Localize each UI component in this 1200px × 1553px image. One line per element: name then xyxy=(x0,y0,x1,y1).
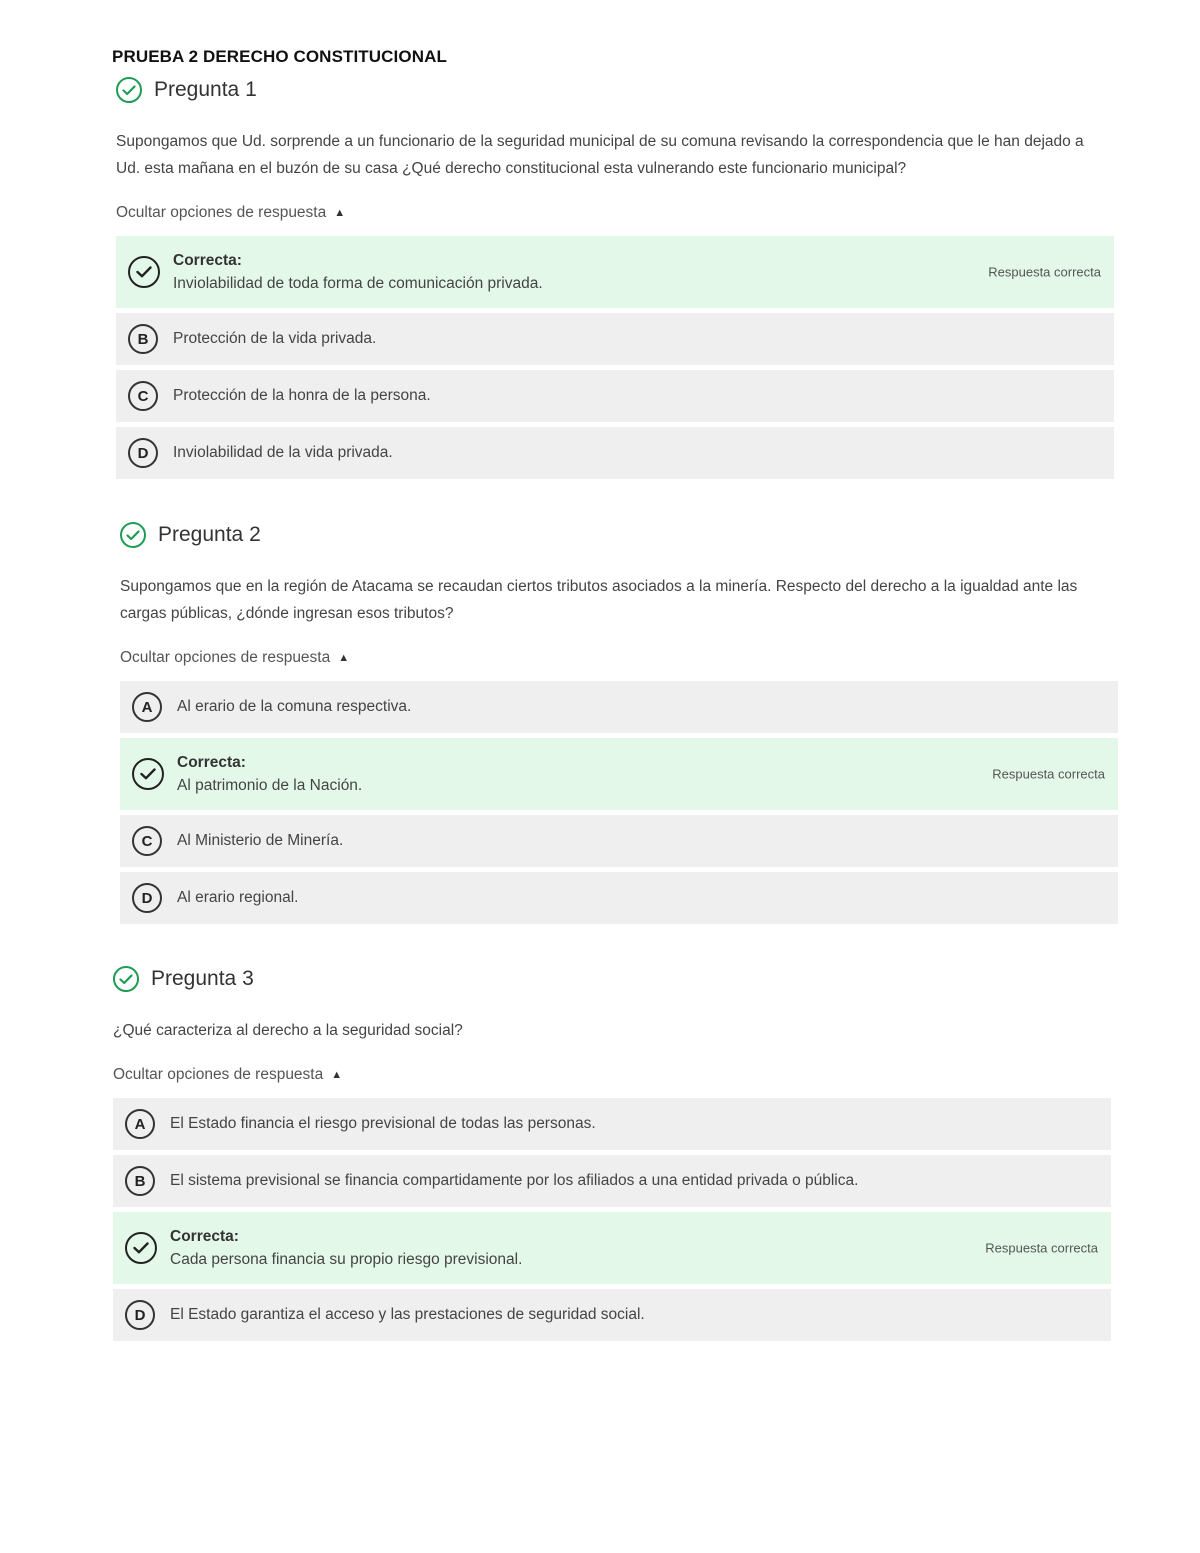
correct-check-icon xyxy=(132,758,164,790)
option-letter-a: A xyxy=(125,1109,155,1139)
option-letter-d: D xyxy=(125,1300,155,1330)
option-letter-c: C xyxy=(128,381,158,411)
answer-option-correct[interactable] xyxy=(113,1212,1111,1284)
correct-answer-badge: Respuesta correcta xyxy=(988,264,1101,280)
question-title: Pregunta 3 xyxy=(151,967,254,990)
question-title: Pregunta 1 xyxy=(154,78,257,101)
answer-option-d[interactable] xyxy=(120,872,1118,924)
answer-options xyxy=(113,1098,1111,1341)
option-letter-b: B xyxy=(125,1166,155,1196)
option-text: Protección de la honra de la persona. xyxy=(173,387,431,404)
option-text: Al erario de la comuna respectiva. xyxy=(177,698,412,715)
question-header xyxy=(120,517,1118,553)
correct-tag: Correcta: xyxy=(173,251,242,269)
hide-options-toggle[interactable] xyxy=(116,198,1114,228)
hide-options-toggle[interactable] xyxy=(120,643,1118,673)
correct-answer-badge: Respuesta correcta xyxy=(992,766,1105,782)
toggle-label: Ocultar opciones de respuesta xyxy=(116,204,327,221)
option-text: Protección de la vida privada. xyxy=(173,330,377,347)
answer-option-correct[interactable] xyxy=(116,236,1114,308)
option-letter-c: C xyxy=(132,826,162,856)
question-2 xyxy=(120,517,1118,929)
chevron-up-icon: ▲ xyxy=(334,207,346,219)
answer-option-d[interactable] xyxy=(113,1289,1111,1341)
question-3 xyxy=(113,961,1111,1346)
answer-option-a[interactable] xyxy=(120,681,1118,733)
answer-option-a[interactable] xyxy=(113,1098,1111,1150)
chevron-up-icon: ▲ xyxy=(331,1069,343,1081)
correct-answer-badge: Respuesta correcta xyxy=(985,1240,1098,1256)
question-1 xyxy=(116,72,1114,484)
toggle-label: Ocultar opciones de respuesta xyxy=(120,649,331,666)
question-header xyxy=(113,961,1111,997)
option-letter-d: D xyxy=(128,438,158,468)
answer-option-correct[interactable] xyxy=(120,738,1118,810)
check-circle-icon xyxy=(120,522,146,548)
correct-tag: Correcta: xyxy=(177,753,246,771)
correct-check-icon xyxy=(125,1232,157,1264)
check-circle-icon xyxy=(116,77,142,103)
correct-tag: Correcta: xyxy=(170,1227,239,1245)
option-text: Al erario regional. xyxy=(177,889,299,906)
answer-options xyxy=(120,681,1118,924)
answer-option-b[interactable] xyxy=(116,313,1114,365)
question-header xyxy=(116,72,1114,108)
hide-options-toggle[interactable] xyxy=(113,1060,1111,1090)
toggle-label: Ocultar opciones de respuesta xyxy=(113,1066,324,1083)
chevron-up-icon: ▲ xyxy=(338,652,350,664)
option-text: Inviolabilidad de toda forma de comunicación privada. xyxy=(173,274,543,292)
answer-options xyxy=(116,236,1114,479)
option-letter-a: A xyxy=(132,692,162,722)
answer-option-c[interactable] xyxy=(116,370,1114,422)
answer-option-d[interactable] xyxy=(116,427,1114,479)
check-circle-icon xyxy=(113,966,139,992)
option-letter-d: D xyxy=(132,883,162,913)
document-title: PRUEBA 2 DERECHO CONSTITUCIONAL xyxy=(112,47,447,66)
answer-option-b[interactable] xyxy=(113,1155,1111,1207)
answer-option-c[interactable] xyxy=(120,815,1118,867)
option-text: Al Ministerio de Minería. xyxy=(177,832,344,849)
option-text: Inviolabilidad de la vida privada. xyxy=(173,444,393,461)
question-text: Supongamos que Ud. sorprende a un funcionario de la seguridad municipal de su comuna revisando la correspondencia que le han dejado a Ud. esta mañana en el buzón de su casa ¿Qué derecho constitucional esta vulnerando este funcionario municipal? xyxy=(116,133,1084,177)
correct-check-icon xyxy=(128,256,160,288)
option-text: El Estado financia el riesgo previsional de todas las personas. xyxy=(170,1115,596,1132)
question-title: Pregunta 2 xyxy=(158,523,261,546)
option-letter-b: B xyxy=(128,324,158,354)
option-text: El sistema previsional se financia compartidamente por los afiliados a una entidad privada o pública. xyxy=(170,1172,859,1189)
option-text: Cada persona financia su propio riesgo previsional. xyxy=(170,1250,523,1268)
question-text: ¿Qué caracteriza al derecho a la seguridad social? xyxy=(113,1022,463,1039)
option-text: El Estado garantiza el acceso y las prestaciones de seguridad social. xyxy=(170,1306,645,1323)
question-text: Supongamos que en la región de Atacama se recaudan ciertos tributos asociados a la minería. Respecto del derecho a la igualdad ante las cargas públicas, ¿dónde ingresan esos tributos? xyxy=(120,578,1078,622)
option-text: Al patrimonio de la Nación. xyxy=(177,776,363,794)
